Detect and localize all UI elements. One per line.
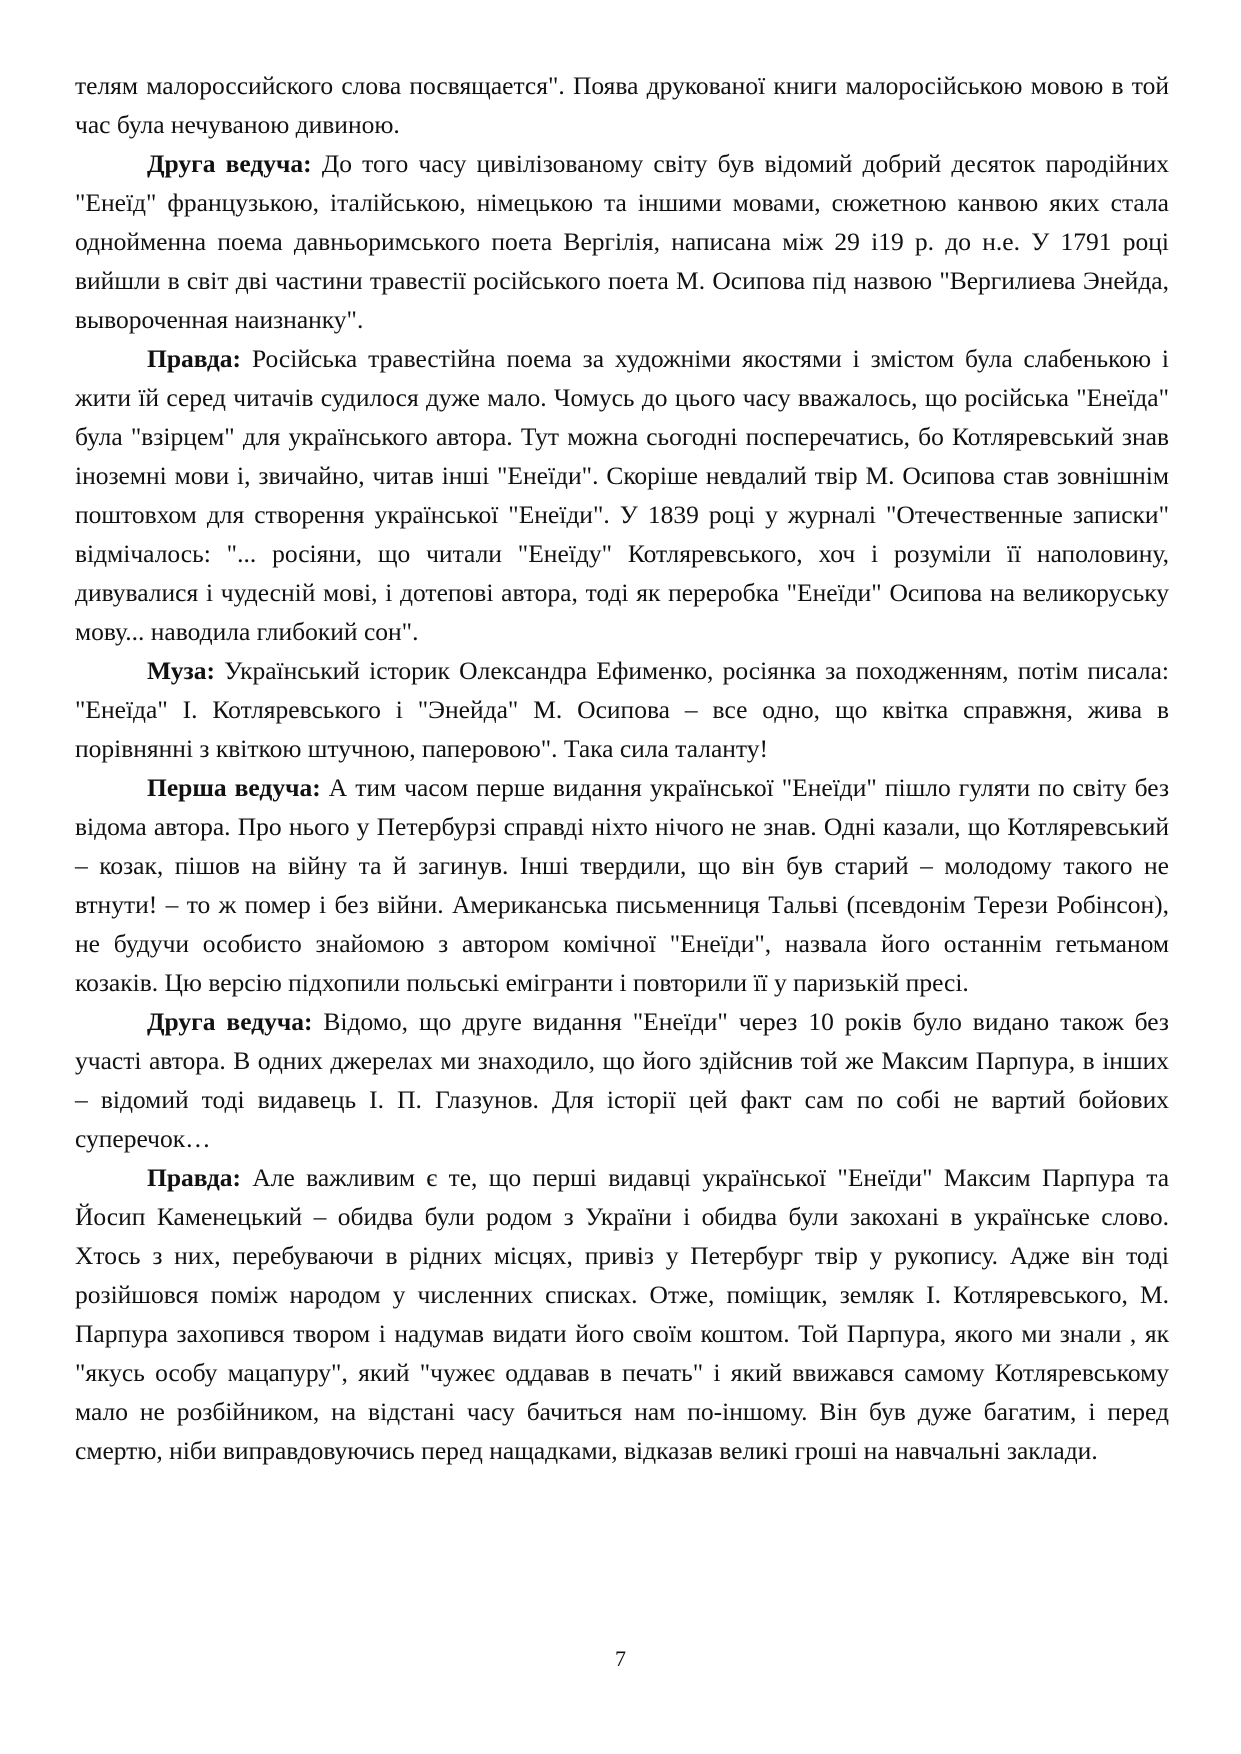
paragraph-text: Але важливим є те, що перші видавці української "Енеїди" Максим Парпура та Йосип Каменецький – обидва були родом з України і обидва були закохані в українське слово. Хтось з них, перебуваючи в рідних місцях, привіз у Петербург твір у рукопису. Адже він тоді розійшовся поміж народом у численних списках. Отже, поміщик, земляк І. Котляревського, М. Парпура захопився твором і надумав видати його своїм коштом. Той Парпура, якого ми знали , як "якусь особу мацапуру", який "чужеє оддавав в печать" і який ввижався самому Котляревському мало не розбійником, на відстані часу бачиться нам по-іншому. Він був дуже багатим, і перед смертю, ніби виправдовуючись перед нащадками, відказав великі гроші на навчальні заклади. <box>75 1163 1170 1465</box>
speaker-label: Друга ведуча: <box>147 1007 313 1036</box>
paragraph-text: Український історик Олександра Ефименко, росіянка за походженням, потім писала: "Енеїда" І. Котляревського і "Энейда" М. Осипова – все одно, що квітка справжня, жива в порівнянні з квіткою штучною, паперовою". Така сила таланту! <box>75 656 1170 763</box>
paragraph-persha-veducha <box>75 768 1169 1002</box>
paragraph-muza <box>75 651 1169 768</box>
speaker-label: Правда: <box>147 344 242 373</box>
speaker-label: Друга ведуча: <box>147 149 312 178</box>
speaker-label: Муза: <box>147 656 215 685</box>
paragraph-text: Відомо, що друге видання "Енеїди" через 10 років було видано також без участі автора. В одних джерелах ми знаходило, що його здійснив той же Максим Парпура, в інших – відомий тоді видавець І. П. Глазунов. Для історії цей факт сам по собі не вартий бойових суперечок… <box>75 1007 1170 1153</box>
paragraph-druha-veducha-2 <box>75 1002 1169 1158</box>
speaker-label: Правда: <box>147 1163 242 1192</box>
page-number: 7 <box>615 1646 626 1671</box>
paragraph-text: Російська травестійна поема за художніми якостями і змістом була слабенькою і жити їй серед читачів судилося дуже мало. Чомусь до цього часу вважалось, що російська "Енеїда" була "взірцем" для українського автора. Тут можна сьогодні посперечатись, бо Котляревський знав іноземні мови і, звичайно, читав інші "Енеїди". Скоріше невдалий твір М. Осипова став зовнішнім поштовхом для створення української "Енеїди". У 1839 році у журналі "Отечественные записки" відмічалось: "... росіяни, що читали "Енеїду" Котляревського, хоч і розуміли її наполовину, дивувалися і чудесній мові, і дотепові автора, тоді як переробка "Енеїди" Осипова на великоруську мову... наводила глибокий сон". <box>75 344 1169 646</box>
speaker-label: Перша ведуча: <box>147 773 321 802</box>
document-page <box>75 66 1169 1470</box>
paragraph-text: телям малороссийского слова посвящается". Поява друкованої книги малоросійською мовою в той час була нечуваною дивиною. <box>75 71 1169 139</box>
paragraph-text: До того часу цивілізованому світу був відомий добрий десяток пародійних "Енеїд" французькою, італійською, німецькою та іншими мовами, сюжетною канвою яких стала однойменна поема давньоримського поета Вергілія, написана між 29 і19 р. до н.е. У 1791 році вийшли в світ дві частини травестії російського поета М. Осипова під назвою "Вергилиева Энейда, вывороченная наизнанку". <box>75 149 1169 334</box>
paragraph-continuation <box>75 66 1169 144</box>
paragraph-pravda-2 <box>75 1158 1169 1470</box>
paragraph-pravda-1 <box>75 339 1169 651</box>
paragraph-text: А тим часом перше видання української "Енеїди" пішло гуляти по світу без відома автора. Про нього у Петербурзі справді ніхто нічого не знав. Одні казали, що Котляревський – козак, пішов на війну та й загинув. Інші твердили, що він був старий – молодому такого не втнути! – то ж помер і без війни. Американська письменниця Тальві (псевдонім Терези Робінсон), не будучи особисто знайомою з автором комічної "Енеїди", назвала його останнім гетьманом козаків. Цю версію підхопили польські емігранти і повторили її у паризькій пресі. <box>75 773 1170 997</box>
paragraph-druha-veducha-1 <box>75 144 1169 339</box>
